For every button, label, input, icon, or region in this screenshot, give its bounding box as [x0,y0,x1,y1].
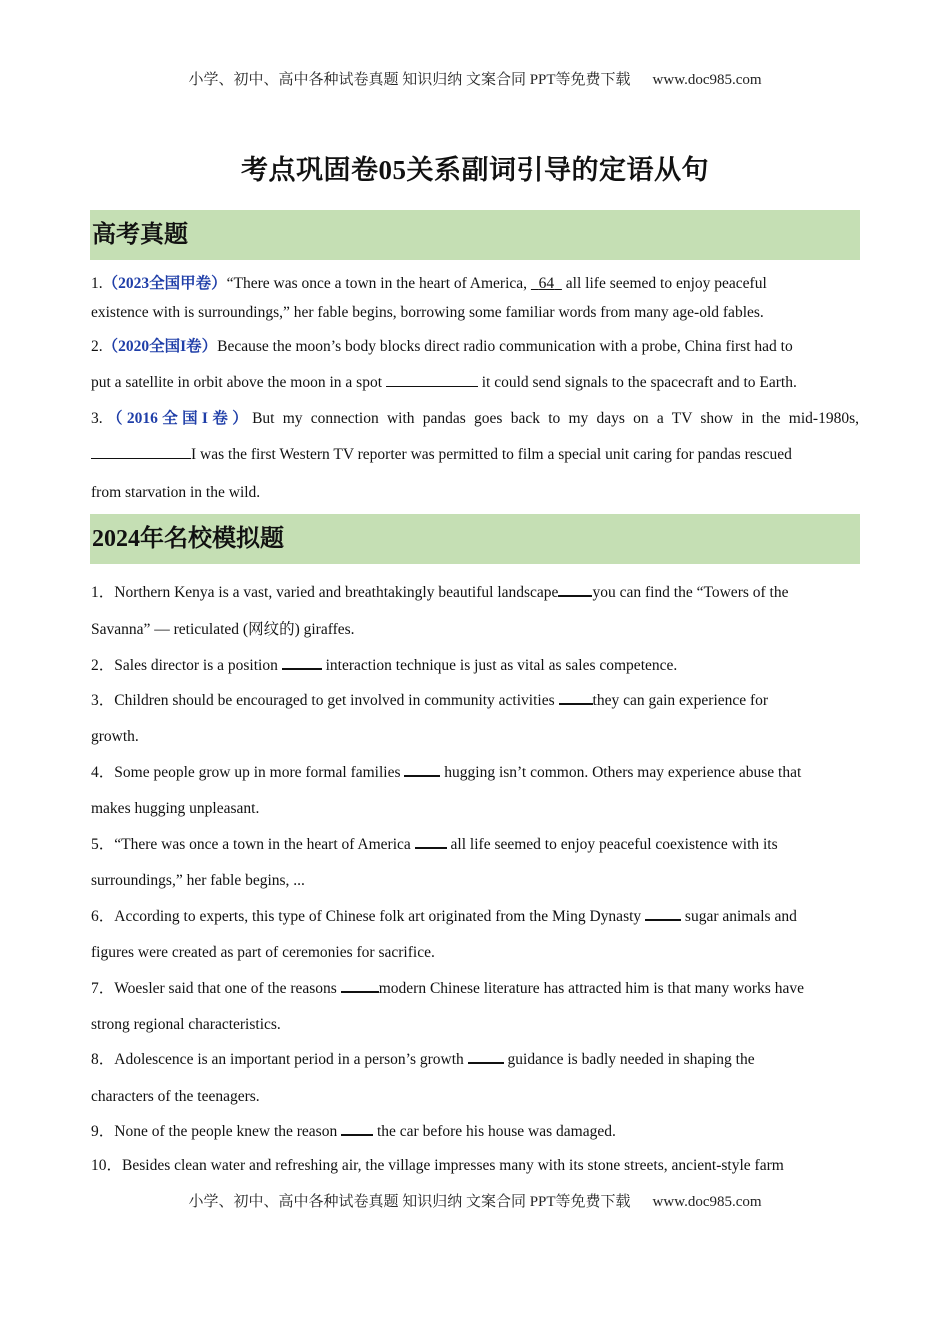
section-heading-mock: 2024年名校模拟题 [90,514,860,564]
question-text: But my connection with pandas goes back to my days on a TV show in the mid-1980s, [252,410,859,427]
question-number: 10． [91,1157,123,1174]
question-text: None of the people knew the reason [114,1123,338,1140]
question-text: According to experts, this type of Chinese folk art originated from the Ming Dynasty [114,908,642,925]
question-text: Children should be encouraged to get involved in community activities [114,692,555,709]
question-text: I was the first Western TV reporter was permitted to film a special unit caring for pandas rescued [191,446,792,463]
blank-answer: 64 [538,275,555,292]
page-header [0,68,950,89]
question-text: you can find the “Towers of the [592,584,789,601]
question-text: Sales director is a position [114,657,278,674]
answer-blank [558,584,592,597]
question-number: 9． [91,1123,115,1140]
page-title: 考点巩固卷05关系副词引导的定语从句 [241,155,709,185]
answer-blank [341,980,379,993]
question-text: all life seemed to enjoy peaceful coexistence with its [450,836,778,853]
question-text: Adolescence is an important period in a person’s growth [114,1051,464,1068]
section-heading-gaokao: 高考真题 [90,210,860,260]
question-text: Besides clean water and refreshing air, the village impresses many with its stone streets, ancient-style farm [122,1157,784,1174]
question-number: 3. [91,410,103,427]
question-number: 2． [91,657,115,674]
footer-url[interactable]: www.doc985.com [652,1194,762,1210]
answer-blank [341,1123,373,1136]
question-text: Woesler said that one of the reasons [114,980,337,997]
question-text: put a satellite in orbit above the moon in a spot [91,374,382,391]
answer-blank [645,908,681,921]
question-text: all life seemed to enjoy peaceful [565,275,767,292]
header-text: 小学、初中、高中各种试卷真题 知识归纳 文案合同 PPT等免费下载 [188,72,631,88]
answer-blank [559,692,593,705]
question-text: Northern Kenya is a vast, varied and breathtakingly beautiful landscape [114,584,559,601]
question-text: existence with is surroundings,” her fable begins, borrowing some familiar words from many age-old fables. [91,304,764,321]
question-text: from starvation in the wild. [91,484,261,501]
exam-source-tag: （2020全国I卷） [102,338,218,355]
question-text: strong regional characteristics. [91,1016,281,1033]
question-text: it could send signals to the spacecraft and to Earth. [481,374,797,391]
question-number: 2. [91,338,103,355]
question-text: “There was once a town in the heart of America [114,836,411,853]
question-number: 1． [91,584,115,601]
exam-source-tag: （2016全国I卷） [102,410,253,427]
question-text: interaction technique is just as vital as sales competence. [325,657,678,674]
answer-blank [468,1051,504,1064]
question-text: Because the moon’s body blocks direct radio communication with a probe, China first had to [217,338,793,355]
answer-blank [386,375,478,387]
question-number: 6． [91,908,115,925]
exam-source-tag: （2023全国甲卷） [102,275,227,292]
question-text: makes hugging unpleasant. [91,800,260,817]
header-url[interactable]: www.doc985.com [652,72,762,88]
answer-blank [282,657,322,670]
page-footer [0,1190,950,1211]
question-text: figures were created as part of ceremonies for sacrifice. [91,944,435,961]
question-text: Savanna” — reticulated (网纹的) giraffes. [91,621,355,638]
answer-blank [415,836,447,849]
answer-blank [531,275,562,292]
question-number: 7． [91,980,115,997]
question-text: guidance is badly needed in shaping the [507,1051,755,1068]
question-text: growth. [91,728,139,745]
question-text: hugging isn’t common. Others may experience abuse that [444,764,802,781]
question-text: “There was once a town in the heart of America, [226,275,528,292]
question-text: modern Chinese literature has attracted him is that many works have [378,980,804,997]
answer-blank [404,764,440,777]
question-text: sugar animals and [684,908,797,925]
question-text: Some people grow up in more formal families [114,764,401,781]
question-number: 1. [91,275,103,292]
question-text: the car before his house was damaged. [376,1123,616,1140]
question-number: 5． [91,836,115,853]
question-text: they can gain experience for [592,692,769,709]
question-number: 8． [91,1051,115,1068]
answer-blank [91,447,191,459]
question-text: surroundings,” her fable begins, ... [91,872,305,889]
footer-text: 小学、初中、高中各种试卷真题 知识归纳 文案合同 PPT等免费下载 [188,1194,631,1210]
question-text: characters of the teenagers. [91,1088,260,1105]
question-number: 3． [91,692,115,709]
question-number: 4． [91,764,115,781]
